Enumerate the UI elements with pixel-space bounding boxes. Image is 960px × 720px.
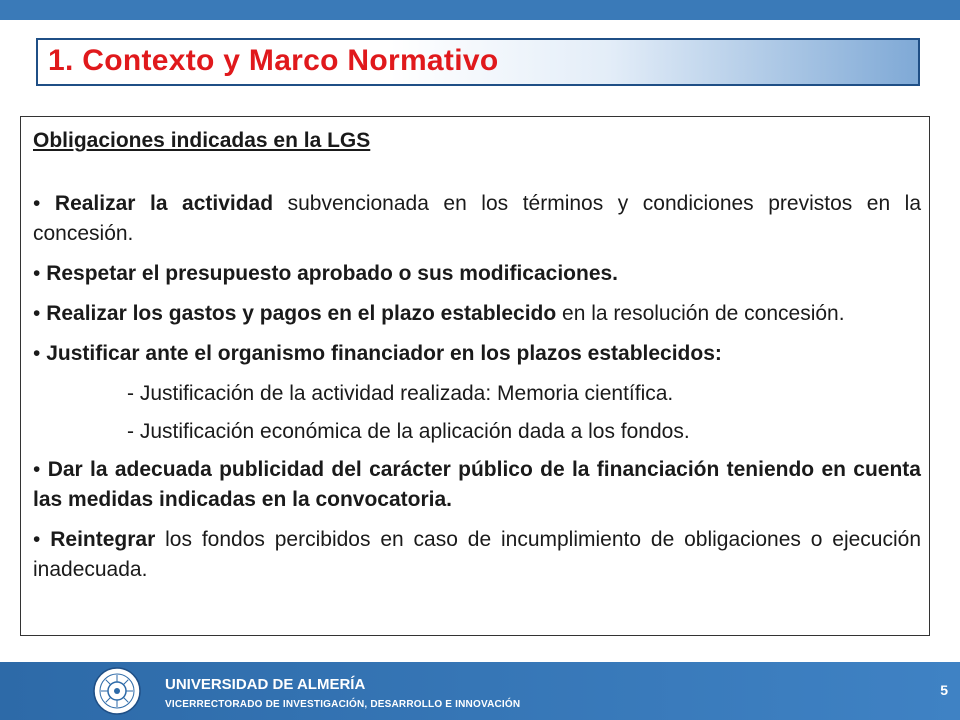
bullet: • (33, 342, 41, 365)
list-item (33, 339, 921, 369)
item-text: subvencionada en los términos y condiciones previstos en la concesión. (33, 192, 922, 245)
university-seal-icon (92, 666, 142, 716)
sub-list-item: - Justificación económica de la aplicación dada a los fondos. (127, 420, 690, 443)
department-name: VICERRECTORADO DE INVESTIGACIÓN, DESARROLLO E INNOVACIÓN (165, 699, 521, 710)
item-bold-text: Realizar los gastos y pagos en el plazo establecido (46, 302, 557, 325)
item-text: los fondos percibidos en caso de incumplimiento de obligaciones o ejecución inadecuada. (33, 528, 921, 581)
university-name: UNIVERSIDAD DE ALMERÍA (165, 676, 366, 693)
item-bold-text: Realizar la actividad (54, 192, 274, 215)
bullet: • (33, 528, 41, 551)
item-bold-text: Justificar ante el organismo financiador en los plazos establecidos: (46, 342, 722, 365)
item-text: en la resolución de concesión. (556, 302, 845, 325)
bullet: • (33, 262, 41, 285)
top-bar (0, 0, 960, 20)
item-bold-text: Respetar el presupuesto aprobado o sus modificaciones. (46, 262, 619, 285)
section-heading: Obligaciones indicadas en la LGS (33, 129, 371, 152)
item-bold-text: Dar la adecuada publicidad del carácter público de la financiación teniendo en cuenta las medidas indicadas en la convocatoria. (33, 458, 921, 511)
slide-title: 1. Contexto y Marco Normativo (48, 44, 499, 77)
bullet: • (33, 302, 41, 325)
slide-title-box (36, 38, 920, 86)
list-item (33, 259, 921, 289)
bullet: • (33, 458, 41, 481)
list-item (33, 455, 921, 515)
list-item (33, 299, 921, 329)
item-bold-text: Reintegrar (50, 528, 156, 551)
content-box (20, 116, 930, 636)
obligations-list (33, 189, 921, 585)
list-item (33, 189, 921, 249)
sub-list-item: - Justificación de la actividad realizada: Memoria científica. (127, 382, 674, 405)
footer-bar (0, 662, 960, 720)
page-number: 5 (940, 682, 948, 698)
list-item (33, 525, 921, 585)
bullet: • (33, 192, 41, 215)
